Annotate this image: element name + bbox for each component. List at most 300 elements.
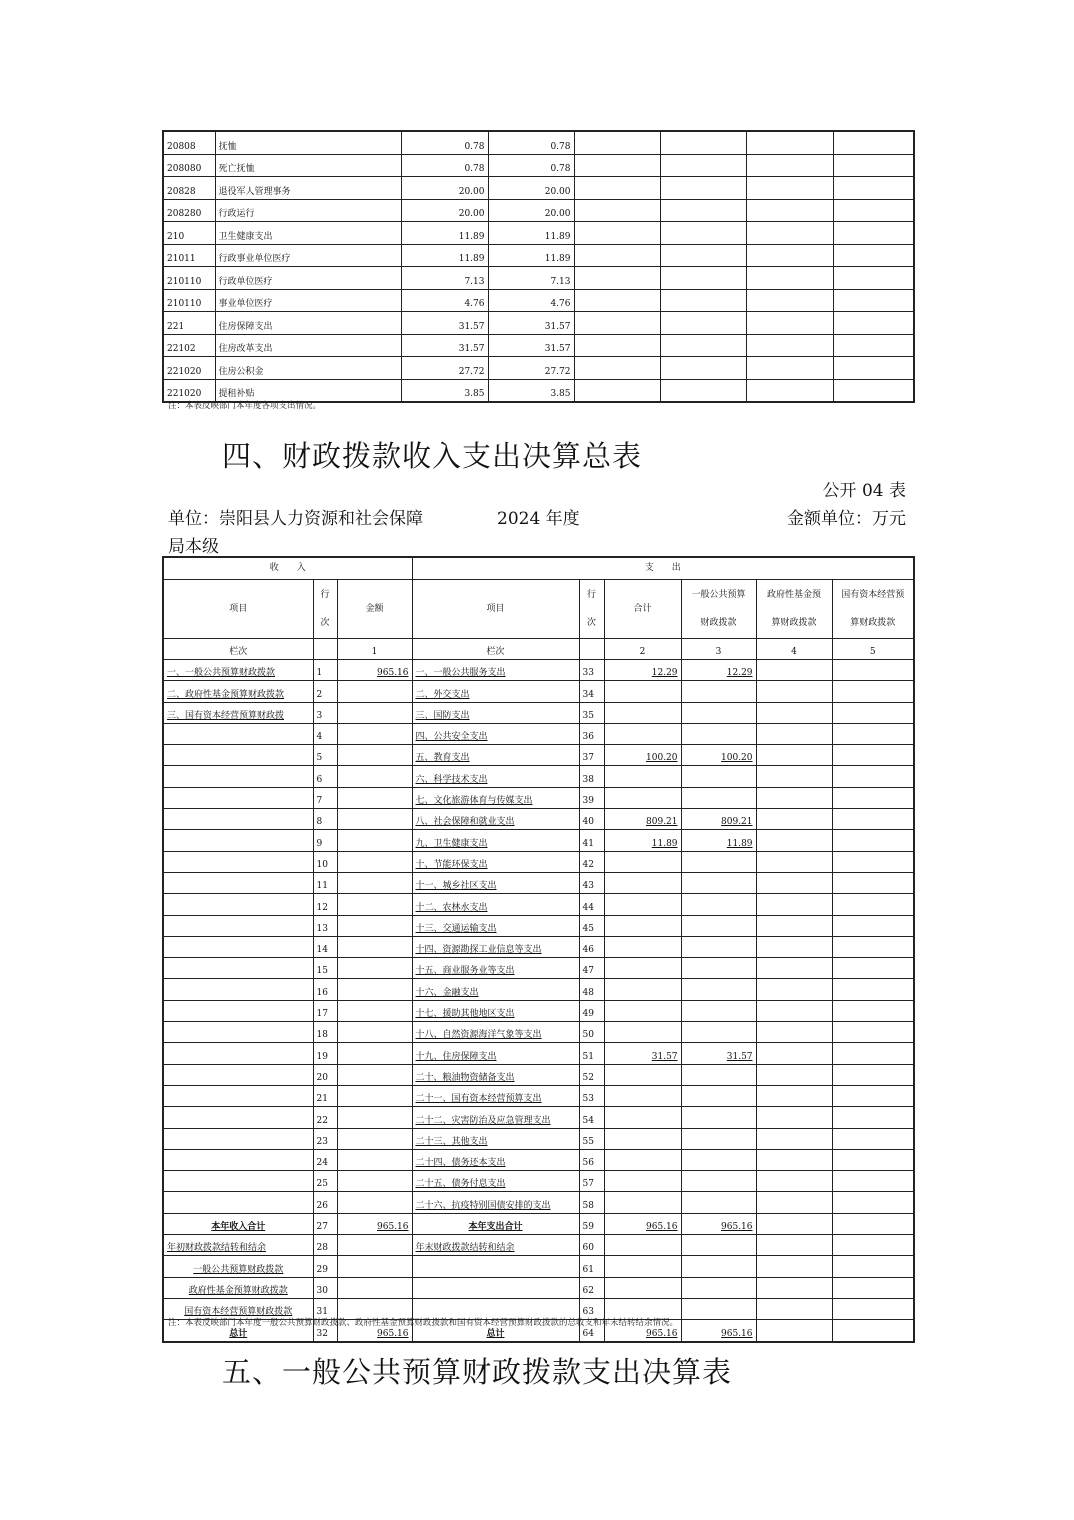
expense-total bbox=[604, 958, 681, 979]
expense-total bbox=[604, 1064, 681, 1085]
expense-row-no: 47 bbox=[579, 958, 604, 979]
expense-total bbox=[604, 1192, 681, 1213]
expense-row-no: 44 bbox=[579, 894, 604, 915]
empty-cell bbox=[574, 154, 660, 177]
empty-cell bbox=[833, 199, 914, 222]
table-row bbox=[163, 357, 914, 380]
income-row-no: 6 bbox=[313, 766, 337, 787]
year-label: 2024 年度 bbox=[497, 509, 580, 529]
expense-total bbox=[604, 915, 681, 936]
section5-title: 五、一般公共预算财政拨款支出决算表 bbox=[222, 1355, 733, 1389]
income-amount bbox=[337, 745, 412, 766]
expense-total bbox=[604, 702, 681, 723]
expense-total bbox=[604, 979, 681, 1000]
income-amount bbox=[337, 851, 412, 872]
expense-row-no: 50 bbox=[579, 1022, 604, 1043]
empty-cell bbox=[832, 1235, 914, 1256]
header-gov-fund: 政府性基金预算财政拨款 bbox=[756, 580, 832, 639]
income-amount bbox=[337, 681, 412, 702]
expense-total bbox=[604, 1085, 681, 1106]
empty-cell bbox=[574, 222, 660, 245]
empty-cell bbox=[574, 379, 660, 402]
subject-code: 221020 bbox=[163, 357, 215, 380]
expense-item: 总计 bbox=[412, 1320, 579, 1342]
income-item: 本年收入合计 bbox=[163, 1213, 313, 1234]
expense-row-no: 57 bbox=[579, 1171, 604, 1192]
amount-total: 11.89 bbox=[401, 222, 488, 245]
expense-item: 二十五、债务付息支出 bbox=[412, 1171, 579, 1192]
header-state-capital: 国有资本经营预算财政拨款 bbox=[832, 580, 914, 639]
expense-general bbox=[681, 936, 756, 957]
expense-general bbox=[681, 1000, 756, 1021]
expense-general bbox=[681, 766, 756, 787]
empty-cell bbox=[660, 312, 746, 335]
expense-item: 年末财政拨款结转和结余 bbox=[412, 1235, 579, 1256]
empty-cell bbox=[660, 131, 746, 154]
table-row bbox=[163, 334, 914, 357]
expense-general bbox=[681, 1107, 756, 1128]
table4-note: 注：本表反映部门本年度一般公共预算财政拨款、政府性基金预算财政拨款和国有资本经营预算财政拨款的总收支和年末结转结余情况。 bbox=[168, 1318, 679, 1328]
expense-item: 五、教育支出 bbox=[412, 745, 579, 766]
income-row-no: 13 bbox=[313, 915, 337, 936]
income-row-no: 22 bbox=[313, 1107, 337, 1128]
fiscal-appropriation-summary-table bbox=[162, 556, 915, 1343]
expense-state-capital bbox=[832, 1192, 914, 1213]
expense-gov-fund bbox=[756, 1064, 832, 1085]
expense-state-capital bbox=[832, 787, 914, 808]
income-item bbox=[163, 1171, 313, 1192]
expense-item: 十四、资源勘探工业信息等支出 bbox=[412, 936, 579, 957]
expense-general: 31.57 bbox=[681, 1043, 756, 1064]
table-row bbox=[163, 1192, 914, 1213]
expense-gov-fund bbox=[756, 809, 832, 830]
col-blank2 bbox=[579, 639, 604, 660]
table-row bbox=[163, 289, 914, 312]
empty-cell bbox=[832, 1298, 914, 1319]
income-item bbox=[163, 958, 313, 979]
table-row bbox=[163, 312, 914, 335]
table-row bbox=[163, 244, 914, 267]
col-index-1: 1 bbox=[337, 639, 412, 660]
expense-item bbox=[412, 1256, 579, 1277]
expense-item: 十八、自然资源海洋气象等支出 bbox=[412, 1022, 579, 1043]
expense-row-no: 58 bbox=[579, 1192, 604, 1213]
income-amount bbox=[337, 1064, 412, 1085]
income-row-no: 32 bbox=[313, 1320, 337, 1342]
amount-basic: 11.89 bbox=[488, 222, 574, 245]
expense-general bbox=[681, 958, 756, 979]
income-row-no: 2 bbox=[313, 681, 337, 702]
amount-basic: 31.57 bbox=[488, 312, 574, 335]
expense-total bbox=[604, 1107, 681, 1128]
empty-cell bbox=[746, 199, 833, 222]
empty-cell bbox=[746, 131, 833, 154]
expense-row-no: 54 bbox=[579, 1107, 604, 1128]
expense-general bbox=[681, 1149, 756, 1170]
income-amount bbox=[337, 702, 412, 723]
expense-row-no: 59 bbox=[579, 1213, 604, 1234]
expense-row-no: 36 bbox=[579, 723, 604, 744]
subject-code: 208280 bbox=[163, 199, 215, 222]
empty-cell bbox=[660, 154, 746, 177]
empty-cell bbox=[833, 222, 914, 245]
header-row-sections bbox=[163, 557, 914, 580]
expense-gov-fund bbox=[756, 766, 832, 787]
expense-gov-fund bbox=[756, 979, 832, 1000]
income-amount bbox=[337, 1085, 412, 1106]
expense-gov-fund bbox=[756, 1320, 832, 1342]
total-row bbox=[163, 1213, 914, 1234]
expense-general: 809.21 bbox=[681, 809, 756, 830]
expense-general bbox=[681, 681, 756, 702]
empty-cell bbox=[746, 177, 833, 200]
expense-state-capital bbox=[832, 1128, 914, 1149]
subject-name: 死亡抚恤 bbox=[215, 154, 401, 177]
empty-cell bbox=[604, 1256, 681, 1277]
subject-name: 行政事业单位医疗 bbox=[215, 244, 401, 267]
amount-total: 7.13 bbox=[401, 267, 488, 290]
expense-state-capital bbox=[832, 1149, 914, 1170]
expense-gov-fund bbox=[756, 1085, 832, 1106]
header-income: 收 入 bbox=[163, 557, 412, 580]
table-row bbox=[163, 851, 914, 872]
amount-total: 27.72 bbox=[401, 357, 488, 380]
empty-cell bbox=[746, 379, 833, 402]
empty-cell bbox=[660, 334, 746, 357]
expense-general bbox=[681, 1022, 756, 1043]
expense-state-capital bbox=[832, 1171, 914, 1192]
empty-cell bbox=[832, 1277, 914, 1298]
empty-cell bbox=[833, 289, 914, 312]
income-row-no: 19 bbox=[313, 1043, 337, 1064]
expense-state-capital bbox=[832, 1022, 914, 1043]
empty-cell bbox=[746, 222, 833, 245]
expense-gov-fund bbox=[756, 702, 832, 723]
expense-gov-fund bbox=[756, 851, 832, 872]
table-row bbox=[163, 787, 914, 808]
table-row bbox=[163, 958, 914, 979]
expense-row-no: 33 bbox=[579, 660, 604, 681]
amount-total: 0.78 bbox=[401, 131, 488, 154]
expense-general bbox=[681, 1171, 756, 1192]
subject-name: 行政运行 bbox=[215, 199, 401, 222]
header-row-columns bbox=[163, 580, 914, 639]
subject-code: 20828 bbox=[163, 177, 215, 200]
empty-cell bbox=[660, 267, 746, 290]
col-index-5: 5 bbox=[832, 639, 914, 660]
carryover-row bbox=[163, 1256, 914, 1277]
income-row-no: 24 bbox=[313, 1149, 337, 1170]
empty-cell bbox=[833, 357, 914, 380]
income-item bbox=[163, 787, 313, 808]
table-row bbox=[163, 766, 914, 787]
table-row bbox=[163, 1149, 914, 1170]
income-row-no: 17 bbox=[313, 1000, 337, 1021]
expense-state-capital bbox=[832, 851, 914, 872]
table-row bbox=[163, 745, 914, 766]
income-item bbox=[163, 894, 313, 915]
income-item bbox=[163, 1085, 313, 1106]
table-row bbox=[163, 723, 914, 744]
expense-state-capital bbox=[832, 979, 914, 1000]
income-amount bbox=[337, 809, 412, 830]
empty-cell bbox=[660, 222, 746, 245]
empty-cell bbox=[746, 312, 833, 335]
expense-gov-fund bbox=[756, 1171, 832, 1192]
unit-label: 单位：崇阳县人力资源和社会保障 bbox=[168, 509, 423, 529]
header-row-no2: 行次 bbox=[579, 580, 604, 639]
expense-gov-fund bbox=[756, 1000, 832, 1021]
income-item bbox=[163, 915, 313, 936]
expense-general bbox=[681, 787, 756, 808]
expense-state-capital bbox=[832, 766, 914, 787]
header-row-no: 行次 bbox=[313, 580, 337, 639]
income-item bbox=[163, 809, 313, 830]
table3-note: 注：本表反映部门本年度各项支出情况。 bbox=[168, 401, 322, 411]
subject-code: 210110 bbox=[163, 289, 215, 312]
amount-total: 31.57 bbox=[401, 312, 488, 335]
income-item: 三、国有资本经营预算财政拨 bbox=[163, 702, 313, 723]
income-row-no: 15 bbox=[313, 958, 337, 979]
subject-name: 住房改革支出 bbox=[215, 334, 401, 357]
income-item bbox=[163, 1064, 313, 1085]
expense-gov-fund bbox=[756, 681, 832, 702]
col-index-3: 3 bbox=[681, 639, 756, 660]
expense-total bbox=[604, 787, 681, 808]
table-row bbox=[163, 1128, 914, 1149]
table-row bbox=[163, 936, 914, 957]
expense-gov-fund bbox=[756, 872, 832, 893]
empty-cell bbox=[833, 244, 914, 267]
income-row-no: 23 bbox=[313, 1128, 337, 1149]
expense-gov-fund bbox=[756, 745, 832, 766]
income-item: 一、一般公共预算财政拨款 bbox=[163, 660, 313, 681]
income-amount bbox=[337, 936, 412, 957]
col-label2: 栏次 bbox=[412, 639, 579, 660]
expense-state-capital bbox=[832, 1107, 914, 1128]
expense-item: 十七、援助其他地区支出 bbox=[412, 1000, 579, 1021]
table-row bbox=[163, 809, 914, 830]
expense-gov-fund bbox=[756, 1213, 832, 1234]
expense-row-no: 42 bbox=[579, 851, 604, 872]
empty-cell bbox=[660, 199, 746, 222]
expense-detail-table-continued bbox=[162, 130, 915, 403]
expense-general bbox=[681, 979, 756, 1000]
income-item: 总计 bbox=[163, 1320, 313, 1342]
expense-item: 十三、交通运输支出 bbox=[412, 915, 579, 936]
expense-gov-fund bbox=[756, 1128, 832, 1149]
income-item: 年初财政拨款结转和结余 bbox=[163, 1235, 313, 1256]
expense-general: 12.29 bbox=[681, 660, 756, 681]
expense-row-no: 55 bbox=[579, 1128, 604, 1149]
table-row bbox=[163, 131, 914, 154]
expense-total: 31.57 bbox=[604, 1043, 681, 1064]
income-amount bbox=[337, 1277, 412, 1298]
subject-name: 行政单位医疗 bbox=[215, 267, 401, 290]
expense-general bbox=[681, 851, 756, 872]
income-amount bbox=[337, 915, 412, 936]
income-amount: 965.16 bbox=[337, 1213, 412, 1234]
expense-state-capital bbox=[832, 723, 914, 744]
income-item bbox=[163, 1022, 313, 1043]
income-row-no: 3 bbox=[313, 702, 337, 723]
expense-state-capital bbox=[832, 1000, 914, 1021]
income-item bbox=[163, 1128, 313, 1149]
table-row bbox=[163, 199, 914, 222]
section4-title: 四、财政拨款收入支出决算总表 bbox=[222, 439, 643, 473]
amount-total: 20.00 bbox=[401, 199, 488, 222]
expense-row-no: 35 bbox=[579, 702, 604, 723]
expense-total bbox=[604, 1149, 681, 1170]
table-row bbox=[163, 660, 914, 681]
empty-cell bbox=[574, 131, 660, 154]
expense-total bbox=[604, 766, 681, 787]
empty-cell bbox=[574, 199, 660, 222]
expense-total: 965.16 bbox=[604, 1213, 681, 1234]
empty-cell bbox=[833, 379, 914, 402]
empty-cell bbox=[660, 177, 746, 200]
expense-row-no: 48 bbox=[579, 979, 604, 1000]
income-row-no: 5 bbox=[313, 745, 337, 766]
expense-gov-fund bbox=[756, 1107, 832, 1128]
income-row-no: 1 bbox=[313, 660, 337, 681]
empty-cell bbox=[832, 1256, 914, 1277]
amount-total: 20.00 bbox=[401, 177, 488, 200]
expense-item: 十五、商业服务业等支出 bbox=[412, 958, 579, 979]
empty-cell bbox=[574, 177, 660, 200]
income-row-no: 28 bbox=[313, 1235, 337, 1256]
expense-gov-fund bbox=[756, 915, 832, 936]
empty-cell bbox=[756, 1235, 832, 1256]
income-item bbox=[163, 723, 313, 744]
amount-basic: 7.13 bbox=[488, 267, 574, 290]
income-amount bbox=[337, 1192, 412, 1213]
expense-total bbox=[604, 681, 681, 702]
income-amount bbox=[337, 830, 412, 851]
income-item bbox=[163, 1149, 313, 1170]
expense-item: 二十一、国有资本经营预算支出 bbox=[412, 1085, 579, 1106]
income-amount bbox=[337, 872, 412, 893]
income-amount bbox=[337, 1043, 412, 1064]
income-item bbox=[163, 872, 313, 893]
amount-total: 4.76 bbox=[401, 289, 488, 312]
expense-row-no: 37 bbox=[579, 745, 604, 766]
expense-state-capital bbox=[832, 1043, 914, 1064]
expense-gov-fund bbox=[756, 894, 832, 915]
expense-item: 一、一般公共服务支出 bbox=[412, 660, 579, 681]
table-row bbox=[163, 872, 914, 893]
income-amount bbox=[337, 1000, 412, 1021]
empty-cell bbox=[833, 177, 914, 200]
expense-total bbox=[604, 1128, 681, 1149]
income-amount bbox=[337, 787, 412, 808]
table-row bbox=[163, 1000, 914, 1021]
income-amount bbox=[337, 1022, 412, 1043]
header-general: 一般公共预算财政拨款 bbox=[681, 580, 756, 639]
empty-cell bbox=[833, 131, 914, 154]
expense-gov-fund bbox=[756, 1149, 832, 1170]
income-amount bbox=[337, 1256, 412, 1277]
amount-total: 11.89 bbox=[401, 244, 488, 267]
income-item bbox=[163, 830, 313, 851]
empty-cell bbox=[833, 154, 914, 177]
amount-basic: 3.85 bbox=[488, 379, 574, 402]
expense-state-capital bbox=[832, 958, 914, 979]
subject-code: 20808 bbox=[163, 131, 215, 154]
expense-general: 100.20 bbox=[681, 745, 756, 766]
expense-total: 12.29 bbox=[604, 660, 681, 681]
table-row bbox=[163, 681, 914, 702]
empty-cell bbox=[681, 1277, 756, 1298]
amount-total: 0.78 bbox=[401, 154, 488, 177]
expense-total bbox=[604, 1022, 681, 1043]
expense-item: 二十六、抗疫特别国债安排的支出 bbox=[412, 1192, 579, 1213]
amount-basic: 31.57 bbox=[488, 334, 574, 357]
empty-cell bbox=[746, 244, 833, 267]
empty-cell bbox=[681, 1298, 756, 1319]
income-amount bbox=[337, 958, 412, 979]
subject-code: 210 bbox=[163, 222, 215, 245]
expense-state-capital bbox=[832, 660, 914, 681]
expense-gov-fund bbox=[756, 830, 832, 851]
table-number: 公开 04 表 bbox=[822, 481, 906, 501]
empty-cell bbox=[746, 267, 833, 290]
subject-code: 208080 bbox=[163, 154, 215, 177]
empty-cell bbox=[574, 357, 660, 380]
income-amount bbox=[337, 1107, 412, 1128]
income-amount: 965.16 bbox=[337, 1320, 412, 1342]
empty-cell bbox=[574, 312, 660, 335]
expense-general bbox=[681, 1192, 756, 1213]
table-row bbox=[163, 1107, 914, 1128]
income-amount bbox=[337, 979, 412, 1000]
table-row bbox=[163, 1043, 914, 1064]
empty-cell bbox=[660, 244, 746, 267]
income-item bbox=[163, 936, 313, 957]
carryover-row bbox=[163, 1235, 914, 1256]
empty-cell bbox=[604, 1277, 681, 1298]
expense-item: 八、社会保障和就业支出 bbox=[412, 809, 579, 830]
expense-total: 100.20 bbox=[604, 745, 681, 766]
amount-basic: 4.76 bbox=[488, 289, 574, 312]
income-row-no: 10 bbox=[313, 851, 337, 872]
expense-item: 九、卫生健康支出 bbox=[412, 830, 579, 851]
income-row-no: 8 bbox=[313, 809, 337, 830]
empty-cell bbox=[574, 289, 660, 312]
table-row bbox=[163, 702, 914, 723]
income-item bbox=[163, 1107, 313, 1128]
expense-item: 二十三、其他支出 bbox=[412, 1128, 579, 1149]
subject-name: 退役军人管理事务 bbox=[215, 177, 401, 200]
expense-total bbox=[604, 851, 681, 872]
expense-total bbox=[604, 872, 681, 893]
expense-item: 二十二、灾害防治及应急管理支出 bbox=[412, 1107, 579, 1128]
subject-code: 210110 bbox=[163, 267, 215, 290]
empty-cell bbox=[660, 379, 746, 402]
empty-cell bbox=[833, 334, 914, 357]
subject-name: 事业单位医疗 bbox=[215, 289, 401, 312]
income-item bbox=[163, 745, 313, 766]
carryover-row bbox=[163, 1277, 914, 1298]
income-item bbox=[163, 1192, 313, 1213]
income-row-no: 4 bbox=[313, 723, 337, 744]
expense-general bbox=[681, 872, 756, 893]
income-amount bbox=[337, 766, 412, 787]
expense-gov-fund bbox=[756, 1022, 832, 1043]
expense-row-no: 41 bbox=[579, 830, 604, 851]
expense-general bbox=[681, 894, 756, 915]
col-index-2: 2 bbox=[604, 639, 681, 660]
